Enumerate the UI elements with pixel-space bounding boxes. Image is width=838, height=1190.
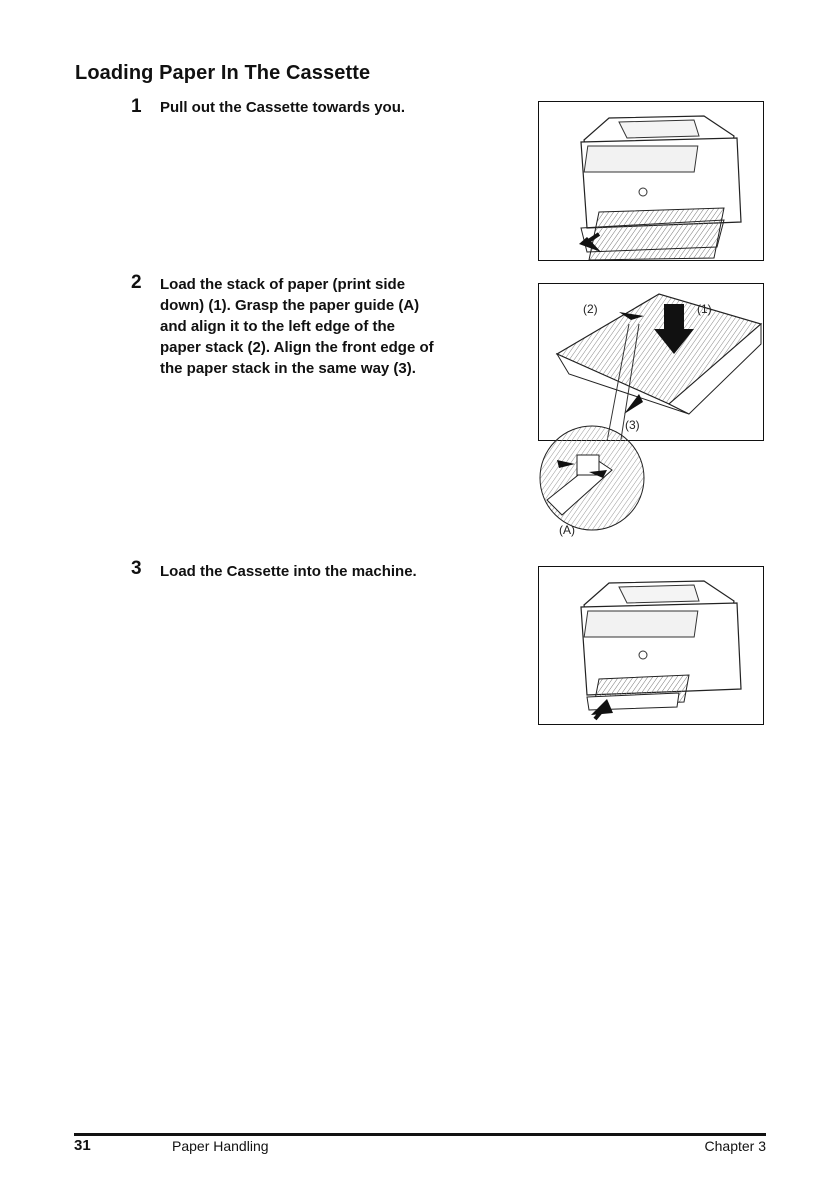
footer-chapter: Chapter 3 [704, 1138, 766, 1154]
figure-pull-out-cassette [538, 101, 764, 261]
callout-1: (1) [697, 302, 712, 316]
step-2-line: the paper stack in the same way (3). [160, 360, 416, 377]
step-3-text: Load the Cassette into the machine. [160, 563, 417, 580]
step-1-number: 1 [131, 96, 142, 117]
step-2-line: down) (1). Grasp the paper guide (A) [160, 297, 420, 314]
step-2-line: Load the stack of paper (print side [160, 276, 406, 293]
step-2-number: 2 [131, 272, 142, 293]
step-2-text [160, 274, 505, 379]
figure-load-paper-stack [538, 283, 764, 441]
figure-load-cassette [538, 566, 764, 725]
section-title: Loading Paper In The Cassette [75, 62, 371, 84]
step-1-text: Pull out the Cassette towards you. [160, 99, 406, 116]
callout-2: (2) [583, 302, 598, 316]
footer-section-title: Paper Handling [172, 1138, 269, 1154]
paper-guide-inset [537, 420, 657, 535]
footer-rule [74, 1133, 766, 1136]
callout-3: (3) [625, 418, 640, 432]
step-2-line: and align it to the left edge of the [160, 318, 395, 335]
step-3-number: 3 [131, 558, 142, 579]
printer-cassette-in-illustration [539, 567, 763, 724]
printer-cassette-out-illustration [539, 102, 763, 260]
paper-guide-closeup-illustration [537, 420, 657, 535]
callout-a: (A) [559, 523, 575, 537]
page-number: 31 [74, 1137, 91, 1154]
cassette-loading-illustration [539, 284, 763, 440]
step-2-line: paper stack (2). Align the front edge of [160, 339, 434, 356]
